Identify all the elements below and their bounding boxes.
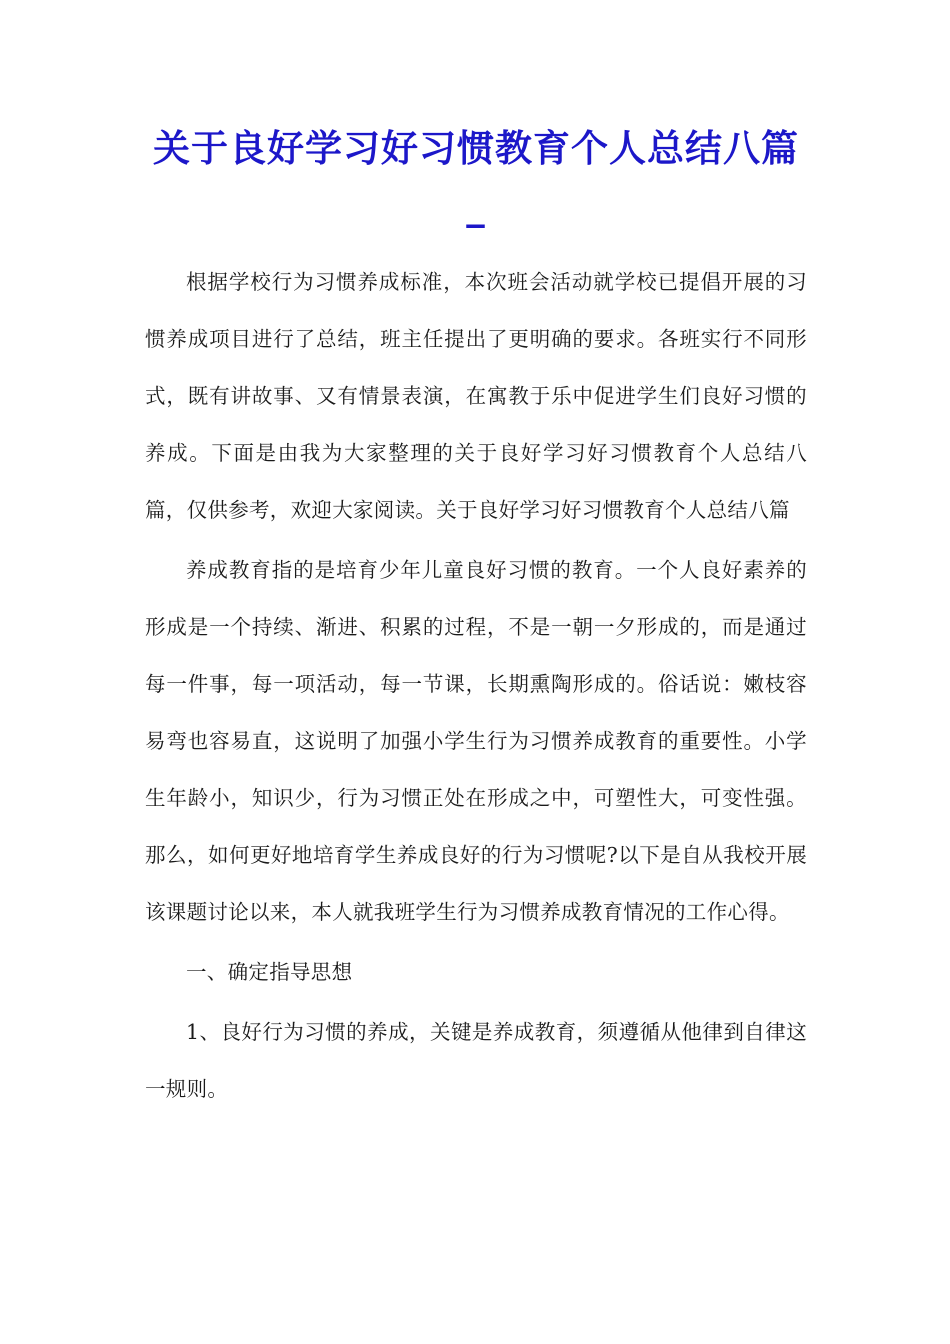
document-body [145, 254, 807, 1121]
paragraph-habit-education: 养成教育指的是培育少年儿童良好习惯的教育。一个人良好素养的形成是一个持续、渐进、积累的过程，不是一朝一夕形成的，而是通过每一件事，每一项活动，每一节课，长期熏陶形成的。俗话说：嫩枝容易弯也容易直，这说明了加强小学生行为习惯养成教育的重要性。小学生年龄小，知识少，行为习惯正处在形成之中，可塑性大，可变性强。那么，如何更好地培育学生养成良好的行为习惯呢?以下是自从我校开展该课题讨论以来，本人就我班学生行为习惯养成教育情况的工作心得。 [145, 558, 807, 924]
paragraph-point-1: 1、良好行为习惯的养成，关键是养成教育，须遵循从他律到自律这一规则。 [145, 1020, 807, 1101]
document-title: 关于良好学习好习惯教育个人总结八篇_ [153, 127, 799, 228]
section-heading-guiding-thought: 一、确定指导思想 [186, 960, 353, 984]
paragraph-intro: 根据学校行为习惯养成标准，本次班会活动就学校已提倡开展的习惯养成项目进行了总结，班主任提出了更明确的要求。各班实行不同形式，既有讲故事、又有情景表演，在寓教于乐中促进学生们良好习惯的养成。下面是由我为大家整理的关于良好学习好习惯教育个人总结八篇，仅供参考，欢迎大家阅读。关于良好学习好习惯教育个人总结八篇 [145, 270, 807, 522]
